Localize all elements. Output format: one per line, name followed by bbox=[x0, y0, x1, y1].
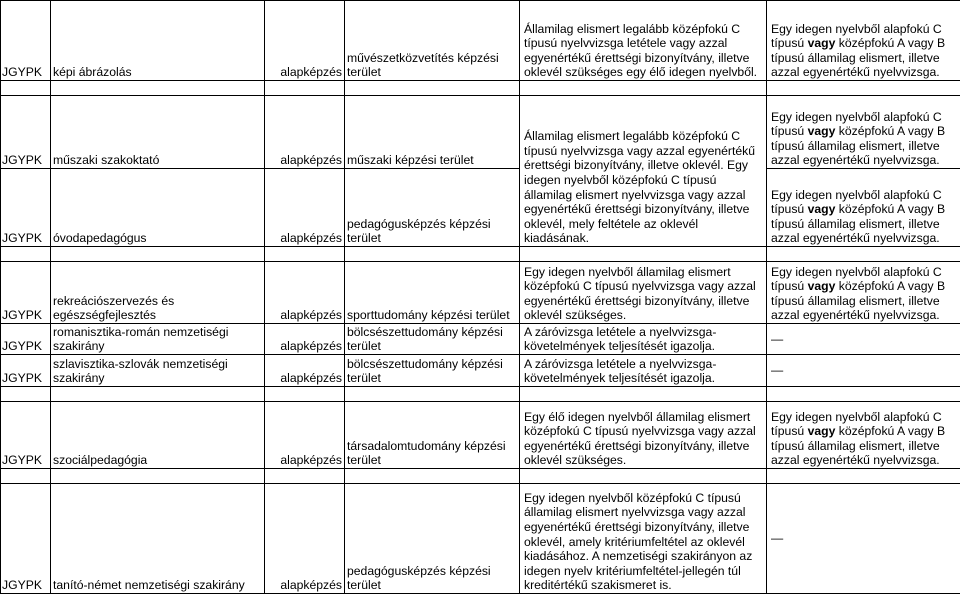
education-level: alapképzés bbox=[265, 402, 345, 469]
table-row bbox=[1, 324, 960, 355]
program-name: rekreációszervezés és egészségfejlesztés bbox=[51, 262, 265, 324]
language-requirement: Egy idegen nyelvből középfokú C típusú államilag elismert nyelvvizsga vagy azzal egyenértékű érettségi bizonyítvány, illetve oklevél, amely kritériumfeltétel az oklevél kiadásához. A nemzetiségi szakirányon az idegen nyelv kritériumfeltétel-jellegén túl kreditértékű szakismeret is. bbox=[520, 484, 767, 594]
separator-row bbox=[1, 469, 960, 484]
program-name: képi ábrázolás bbox=[51, 1, 265, 81]
program-name: szociálpedagógia bbox=[51, 402, 265, 469]
institution-code: JGYPK bbox=[1, 355, 51, 387]
table-row bbox=[1, 96, 960, 169]
program-name: romanisztika-román nemzetiségi szakirány bbox=[51, 324, 265, 355]
institution-code: JGYPK bbox=[1, 169, 51, 247]
language-exam-level: Egy idegen nyelvből alapfokú C típusú vagy középfokú A vagy B típusú államilag elismert, illetve azzal egyenértékű nyelvvizsga. bbox=[767, 96, 960, 169]
language-requirement: A záróvizsga letétele a nyelvvizsga-követelmények teljesítését igazolja. bbox=[520, 324, 767, 355]
language-requirement: A záróvizsga letétele a nyelvvizsga-követelmények teljesítését igazolja. bbox=[520, 355, 767, 387]
education-level: alapképzés bbox=[265, 262, 345, 324]
program-name: szlavisztika-szlovák nemzetiségi szakirány bbox=[51, 355, 265, 387]
language-exam-level: — bbox=[767, 355, 960, 387]
training-area: társadalomtudomány képzési terület bbox=[345, 402, 520, 469]
institution-code: JGYPK bbox=[1, 262, 51, 324]
language-exam-level: Egy idegen nyelvből alapfokú C típusú vagy középfokú A vagy B típusú államilag elismert, illetve azzal egyenértékű nyelvvizsga. bbox=[767, 169, 960, 247]
language-exam-level: — bbox=[767, 484, 960, 594]
program-name: tanító-német nemzetiségi szakirány bbox=[51, 484, 265, 594]
training-area: műszaki képzési terület bbox=[345, 96, 520, 169]
language-requirement: Államilag elismert legalább középfokú C típusú nyelvvizsga vagy azzal egyenértékű érettségi bizonyítvány, illetve oklevél. Egy idegen nyelvből középfokú C típusú államilag elismert nyelvvizsga vagy azzal egyenértékű érettségi bizonyítvány, illetve oklevél, mely feltétele az oklevél kiadásának. bbox=[520, 96, 767, 247]
table-row bbox=[1, 355, 960, 387]
language-exam-level: — bbox=[767, 324, 960, 355]
education-level: alapképzés bbox=[265, 355, 345, 387]
table-row bbox=[1, 402, 960, 469]
separator-row bbox=[1, 247, 960, 262]
training-area: sporttudomány képzési terület bbox=[345, 262, 520, 324]
education-level: alapképzés bbox=[265, 1, 345, 81]
program-name: műszaki szakoktató bbox=[51, 96, 265, 169]
language-requirement: Államilag elismert legalább középfokú C típusú nyelvvizsga letétele vagy azzal egyenértékű érettségi bizonyítvány, illetve oklevél szükséges egy élő idegen nyelvből. bbox=[520, 1, 767, 81]
table-row bbox=[1, 1, 960, 81]
education-level: alapképzés bbox=[265, 324, 345, 355]
education-level: alapképzés bbox=[265, 169, 345, 247]
table-row bbox=[1, 484, 960, 594]
training-area: pedagógusképzés képzési terület bbox=[345, 169, 520, 247]
table-row bbox=[1, 169, 960, 247]
institution-code: JGYPK bbox=[1, 1, 51, 81]
table-row bbox=[1, 262, 960, 324]
education-level: alapképzés bbox=[265, 484, 345, 594]
education-level: alapképzés bbox=[265, 96, 345, 169]
program-name: óvodapedagógus bbox=[51, 169, 265, 247]
separator-row bbox=[1, 387, 960, 402]
language-requirement: Egy élő idegen nyelvből államilag elismert középfokú C típusú nyelvvizsga vagy azzal egyenértékű érettségi bizonyítvány, illetve oklevél szükséges. bbox=[520, 402, 767, 469]
training-area: bölcsészettudomány képzési terület bbox=[345, 355, 520, 387]
language-exam-level: Egy idegen nyelvből alapfokú C típusú vagy középfokú A vagy B típusú államilag elismert, illetve azzal egyenértékű nyelvvizsga. bbox=[767, 1, 960, 81]
training-area: pedagógusképzés képzési terület bbox=[345, 484, 520, 594]
institution-code: JGYPK bbox=[1, 324, 51, 355]
institution-code: JGYPK bbox=[1, 402, 51, 469]
training-area: művészetközvetítés képzési terület bbox=[345, 1, 520, 81]
language-exam-level: Egy idegen nyelvből alapfokú C típusú vagy középfokú A vagy B típusú államilag elismert, illetve azzal egyenértékű nyelvvizsga. bbox=[767, 402, 960, 469]
institution-code: JGYPK bbox=[1, 484, 51, 594]
language-requirement: Egy idegen nyelvből államilag elismert középfokú C típusú nyelvvizsga vagy azzal egyenértékű érettségi bizonyítvány, illetve oklevél szükséges. bbox=[520, 262, 767, 324]
language-exam-level: Egy idegen nyelvből alapfokú C típusú vagy középfokú A vagy B típusú államilag elismert, illetve azzal egyenértékű nyelvvizsga. bbox=[767, 262, 960, 324]
training-area: bölcsészettudomány képzési terület bbox=[345, 324, 520, 355]
separator-row bbox=[1, 81, 960, 96]
institution-code: JGYPK bbox=[1, 96, 51, 169]
